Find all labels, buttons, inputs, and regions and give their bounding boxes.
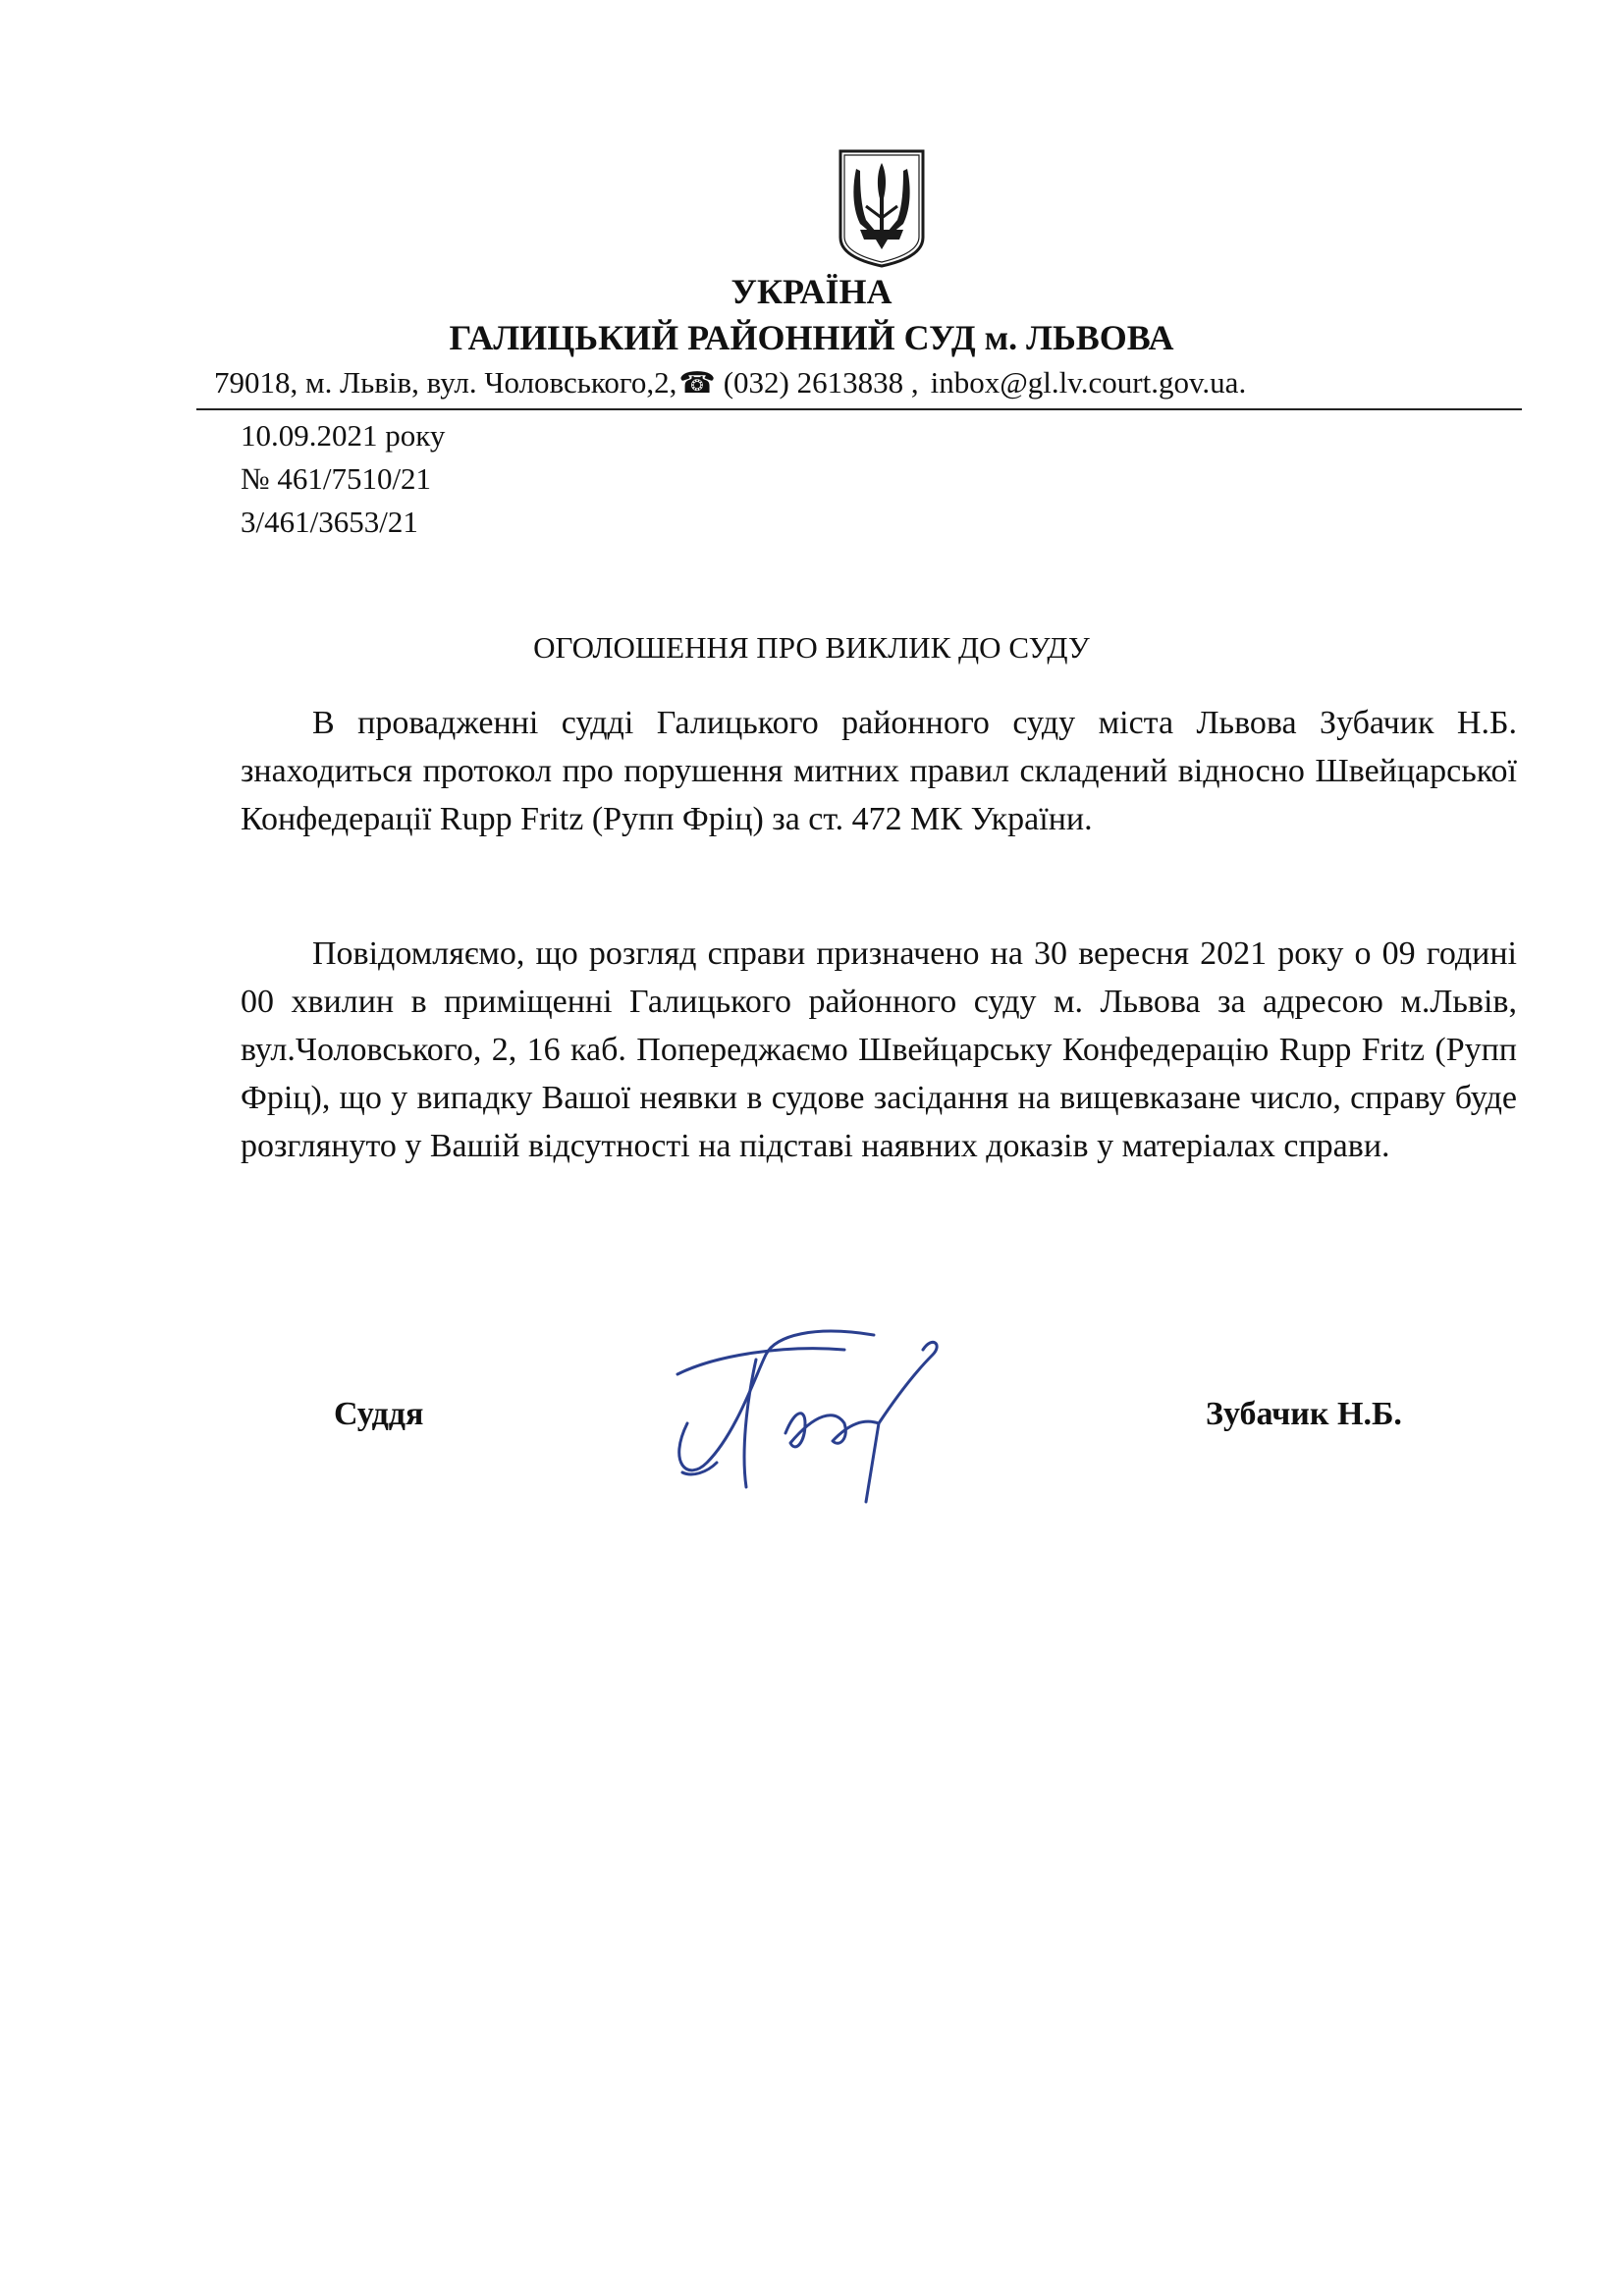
court-phone: (032) 2613838 , (723, 365, 919, 400)
signatory-title: Суддя (334, 1396, 424, 1432)
court-contact-line (214, 363, 1520, 403)
proceeding-number: 3/461/3653/21 (241, 505, 418, 539)
judge-name: Зубачик Н.Б. (1206, 1396, 1402, 1432)
court-address: 79018, м. Львів, вул. Чоловського,2, (214, 365, 677, 400)
country-name: УКРАЇНА (730, 272, 893, 311)
header-divider (196, 408, 1522, 410)
notice-paragraph-1: В провадженні судді Галицького районного суду міста Львова Зубачик Н.Б. знаходиться протокол про порушення митних правил складений відносно Швейцарської Конфедерації Rupp Fritz (Рупп Фріц) за ст. 472 МК України. (241, 705, 1517, 837)
telephone-icon: ☎ (678, 367, 716, 400)
notice-paragraph-2: Повідомляємо, що розгляд справи призначено на 30 вересня 2021 року о 09 годині 00 хвилин в приміщенні Галицького районного суду м. Львова за адресою м.Львів, вул.Чоловського, 2, 16 каб. Попереджаємо Швейцарську Конфедерацію Rupp Fritz (Рупп Фріц), що у випадку Вашої неявки в судове засідання на вищевказане число, справу буде розглянуто у Вашій відсутності на підставі наявних доказів у матеріалах справи. (241, 935, 1517, 1164)
trident-coat-of-arms-icon (837, 147, 927, 270)
case-number: № 461/7510/21 (241, 461, 432, 496)
notice-title: ОГОЛОШЕННЯ ПРО ВИКЛИК ДО СУДУ (533, 630, 1090, 665)
handwritten-signature (648, 1315, 962, 1512)
court-email: inbox@gl.lv.court.gov.ua. (930, 365, 1247, 400)
court-name: ГАЛИЦЬКИЙ РАЙОННИЙ СУД м. ЛЬВОВА (449, 318, 1174, 357)
document-date: 10.09.2021 року (241, 418, 446, 453)
